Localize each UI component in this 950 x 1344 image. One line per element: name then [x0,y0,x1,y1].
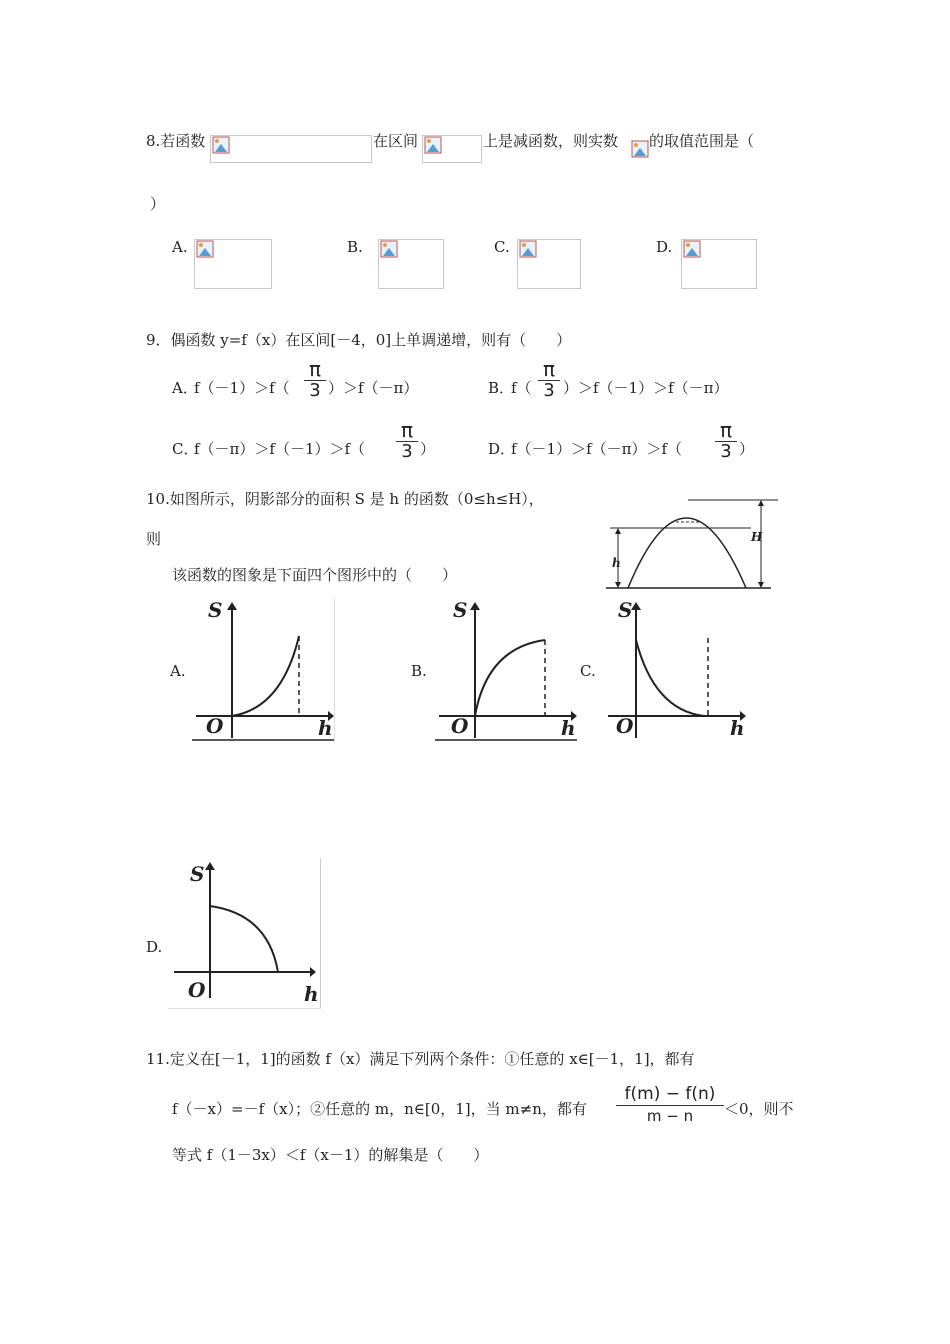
q11-line1: 11.定义在[－1，1]的函数 f（x）满足下列两个条件：①任意的 x∈[－1，1]，都有 [146,1050,695,1068]
q10-option-d-label: D. [146,938,163,956]
q9-option-c-part2: ） [420,440,436,458]
pi-over-3-fraction [715,420,737,461]
q10-option-d-graph [168,858,321,1009]
pi-symbol: π [719,418,733,442]
q8-option-a-label: A. [172,238,188,256]
q8-close: ） [150,195,166,213]
q8-option-d-label: D. [656,238,673,256]
q8-prefix: 8.若函数 [146,132,206,150]
graph-h-label: h [318,716,333,740]
fig-H-label: H [751,530,763,544]
graph-origin-label: O [188,978,206,1002]
pi-over-3-fraction [304,359,326,400]
broken-image-icon [631,140,649,158]
graph-origin-label: O [206,714,224,738]
q11-line2a: f（－x）=－f（x）；②任意的 m，n∈[0，1]，当 m≠n，都有 [172,1100,587,1118]
q10-stem: 10.如图所示，阴影部分的面积 S 是 h 的函数（0≤h≤H）， [146,490,544,508]
graph-h-label: h [561,716,576,740]
q11-frac-denominator: m − n [646,1107,694,1125]
q11-difference-quotient [616,1084,724,1125]
three-digit: 3 [401,441,413,462]
q10-option-c-label: C. [580,662,596,680]
q9-option-b-part2: ）＞f（－1）＞f（－π） [563,379,729,397]
q9-option-c-label: C． [172,440,199,458]
broken-image-icon [196,240,214,258]
pi-symbol: π [542,357,556,381]
q9-option-b-part1: f（ [511,379,532,397]
q10-option-c-graph [604,598,746,742]
graph-h-label: h [304,982,319,1006]
q10-option-a-label: A. [170,662,186,680]
q8-function-image [210,135,372,163]
q9-option-d-part2: ） [739,440,755,458]
broken-image-icon [380,240,398,258]
q9-stem: 9．偶函数 y=f（x）在区间[－4，0]上单调递增，则有（ ） [146,331,572,349]
three-digit: 3 [309,380,321,401]
q8-mid2: 上是减函数，则实数 [483,132,619,150]
q10-stem-3: 该函数的图象是下面四个图形中的（ ） [172,566,458,584]
broken-image-icon [519,240,537,258]
q10-option-b-graph [435,598,577,742]
q8-suffix: 的取值范围是（ [649,132,755,150]
pi-symbol: π [308,357,322,381]
three-digit: 3 [543,380,555,401]
broken-image-icon [212,136,230,154]
pi-symbol: π [400,418,414,442]
q8-mid1: 在区间 [373,132,419,150]
q11-line2b: ＜0，则不 [724,1100,794,1118]
q9-option-c-part1: f（－π）＞f（－1）＞f（ [194,440,366,458]
broken-image-icon [683,240,701,258]
graph-h-label: h [730,716,745,740]
q8-option-c-label: C. [494,238,510,256]
q10-stem-2: 则 [146,530,162,548]
q10-option-b-label: B. [411,662,427,680]
q9-option-d-label: D． [488,440,516,458]
q11-line3: 等式 f（1－3x）＜f（x－1）的解集是（ ） [172,1146,489,1164]
q9-option-b-label: B． [488,379,515,397]
q9-option-a-label: A． [172,379,198,397]
broken-image-icon [424,136,442,154]
q9-option-d-part1: f（－1）＞f（－π）＞f（ [511,440,683,458]
graph-origin-label: O [616,714,634,738]
pi-over-3-fraction [396,420,418,461]
graph-origin-label: O [451,714,469,738]
graph-s-label: S [618,598,633,622]
graph-s-label: S [453,598,468,622]
q9-option-a-part1: f（－1）＞f（ [194,379,290,397]
fig-h-label: h [612,556,621,570]
graph-s-label: S [190,862,205,886]
q8-option-b-label: B. [347,238,363,256]
q10-option-a-graph [192,598,335,742]
pi-over-3-fraction [538,359,560,400]
three-digit: 3 [720,441,732,462]
graph-s-label: S [208,598,223,622]
q9-option-a-part2: ）＞f（－π） [328,379,419,397]
q11-frac-numerator: f(m) − f(n) [624,1084,716,1104]
